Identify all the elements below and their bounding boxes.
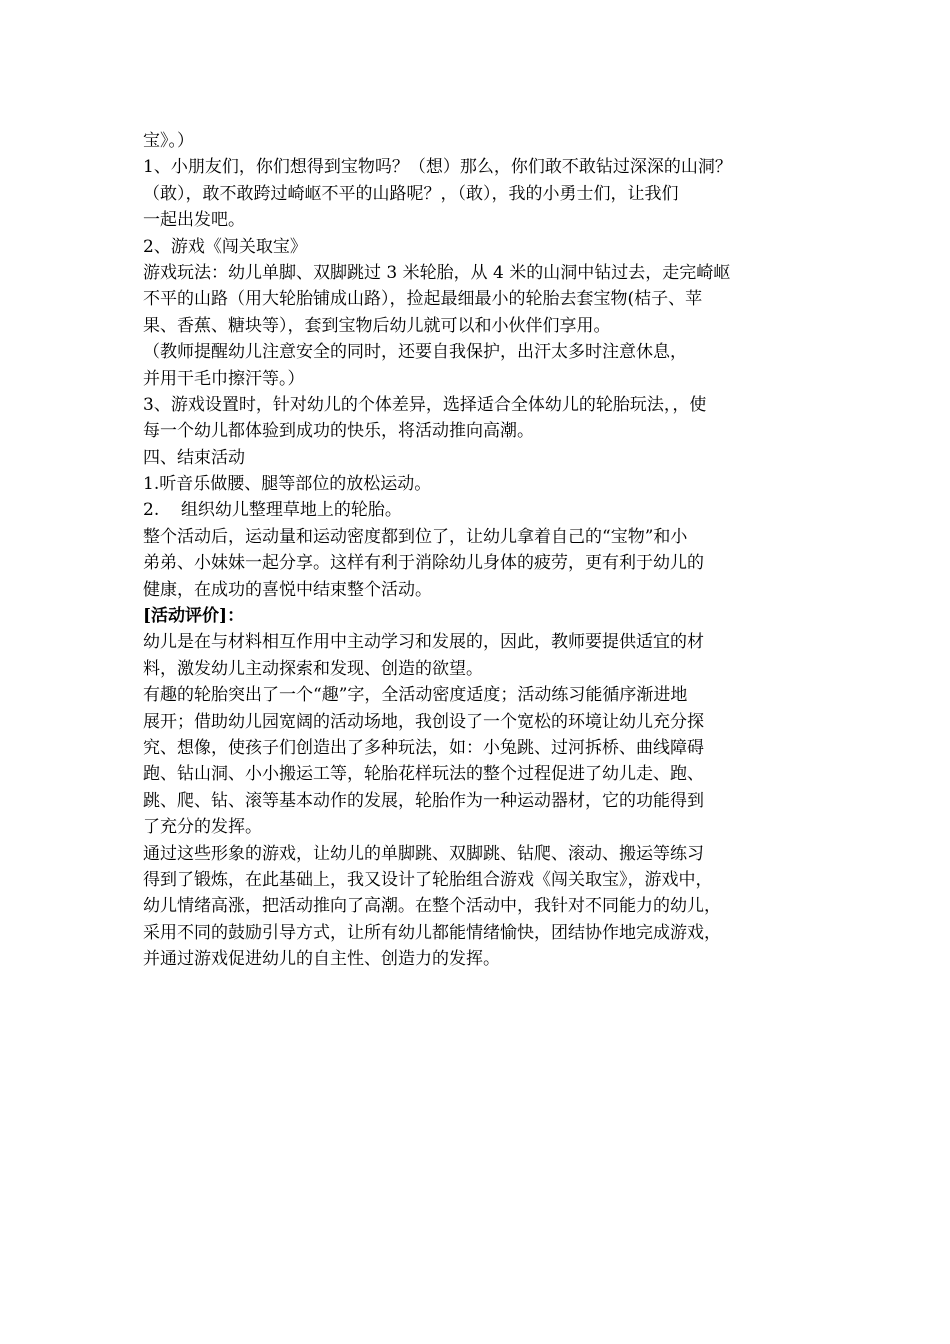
text-line: 不平的山路（用大轮胎铺成山路），捡起最细最小的轮胎去套宝物(桔子、苹 xyxy=(143,289,703,310)
text-line: 弟弟、小妹妹一起分享。这样有利于消除幼儿身体的疲劳，更有利于幼儿的 xyxy=(143,553,704,574)
evaluation-line: 了充分的发挥。 xyxy=(143,817,262,838)
text-line: 1、小朋友们，你们想得到宝物吗？（想）那么，你们敢不敢钻过深深的山洞？ xyxy=(143,157,732,178)
text-line: 并用干毛巾擦汗等。） xyxy=(143,368,305,389)
evaluation-line: 究、想像，使孩子们创造出了多种玩法，如：小兔跳、过河拆桥、曲线障碍 xyxy=(143,737,704,758)
evaluation-heading: [活动评价]： xyxy=(143,606,245,627)
text-line: 2. 组织幼儿整理草地上的轮胎。 xyxy=(143,500,402,521)
evaluation-line: 有趣的轮胎突出了一个“趣”字，全活动密度适度；活动练习能循序渐进地 xyxy=(143,685,688,706)
text-line: 果、香蕉、糖块等），套到宝物后幼儿就可以和小伙伴们享用。 xyxy=(143,315,611,336)
evaluation-line: 跳、爬、钻、滚等基本动作的发展，轮胎作为一种运动器材，它的功能得到 xyxy=(143,790,704,811)
evaluation-line: 料，激发幼儿主动探索和发现、创造的欲望。 xyxy=(143,658,483,679)
section-heading: 四、结束活动 xyxy=(143,447,245,468)
text-line: （敢），敢不敢跨过崎岖不平的山路呢？，（敢），我的小勇士们，让我们 xyxy=(143,183,679,204)
text-line: 整个活动后，运动量和运动密度都到位了，让幼儿拿着自己的“宝物”和小 xyxy=(143,526,688,547)
evaluation-line: 展开；借助幼儿园宽阔的活动场地，我创设了一个宽松的环境让幼儿充分探 xyxy=(143,711,704,732)
text-line: 宝》。） xyxy=(143,131,194,151)
text-line: 游戏玩法：幼儿单脚、双脚跳过 3 米轮胎，从 4 米的山洞中钻过去，走完崎岖 xyxy=(143,262,731,283)
evaluation-line: 跑、钻山洞、小小搬运工等，轮胎花样玩法的整个过程促进了幼儿走、跑、 xyxy=(143,764,704,785)
text-line: 一起出发吧。 xyxy=(143,210,245,231)
evaluation-line: 通过这些形象的游戏，让幼儿的单脚跳、双脚跳、钻爬、滚动、搬运等练习 xyxy=(143,843,704,864)
text-line: 每一个幼儿都体验到成功的快乐，将活动推向高潮。 xyxy=(143,421,534,442)
text-line: 3、游戏设置时，针对幼儿的个体差异，选择适合全体幼儿的轮胎玩法，，使 xyxy=(143,394,707,415)
text-line: 健康，在成功的喜悦中结束整个活动。 xyxy=(143,579,432,600)
section-item-heading: 2、游戏《闯关取宝》 xyxy=(143,236,307,257)
text-line: 1.听音乐做腰、腿等部位的放松运动。 xyxy=(143,474,432,495)
evaluation-line: 采用不同的鼓励引导方式，让所有幼儿都能情绪愉快，团结协作地完成游戏， xyxy=(143,922,721,943)
text-line: （教师提醒幼儿注意安全的同时，还要自我保护，出汗太多时注意休息， xyxy=(143,342,687,363)
evaluation-line: 得到了锻炼，在此基础上，我又设计了轮胎组合游戏《闯关取宝》，游戏中， xyxy=(143,869,713,890)
evaluation-line: 幼儿是在与材料相互作用中主动学习和发展的，因此，教师要提供适宜的材 xyxy=(143,632,704,653)
evaluation-line: 并通过游戏促进幼儿的自主性、创造力的发挥。 xyxy=(143,949,500,970)
evaluation-line: 幼儿情绪高涨，把活动推向了高潮。在整个活动中，我针对不同能力的幼儿， xyxy=(143,896,721,917)
document-body xyxy=(143,128,815,973)
